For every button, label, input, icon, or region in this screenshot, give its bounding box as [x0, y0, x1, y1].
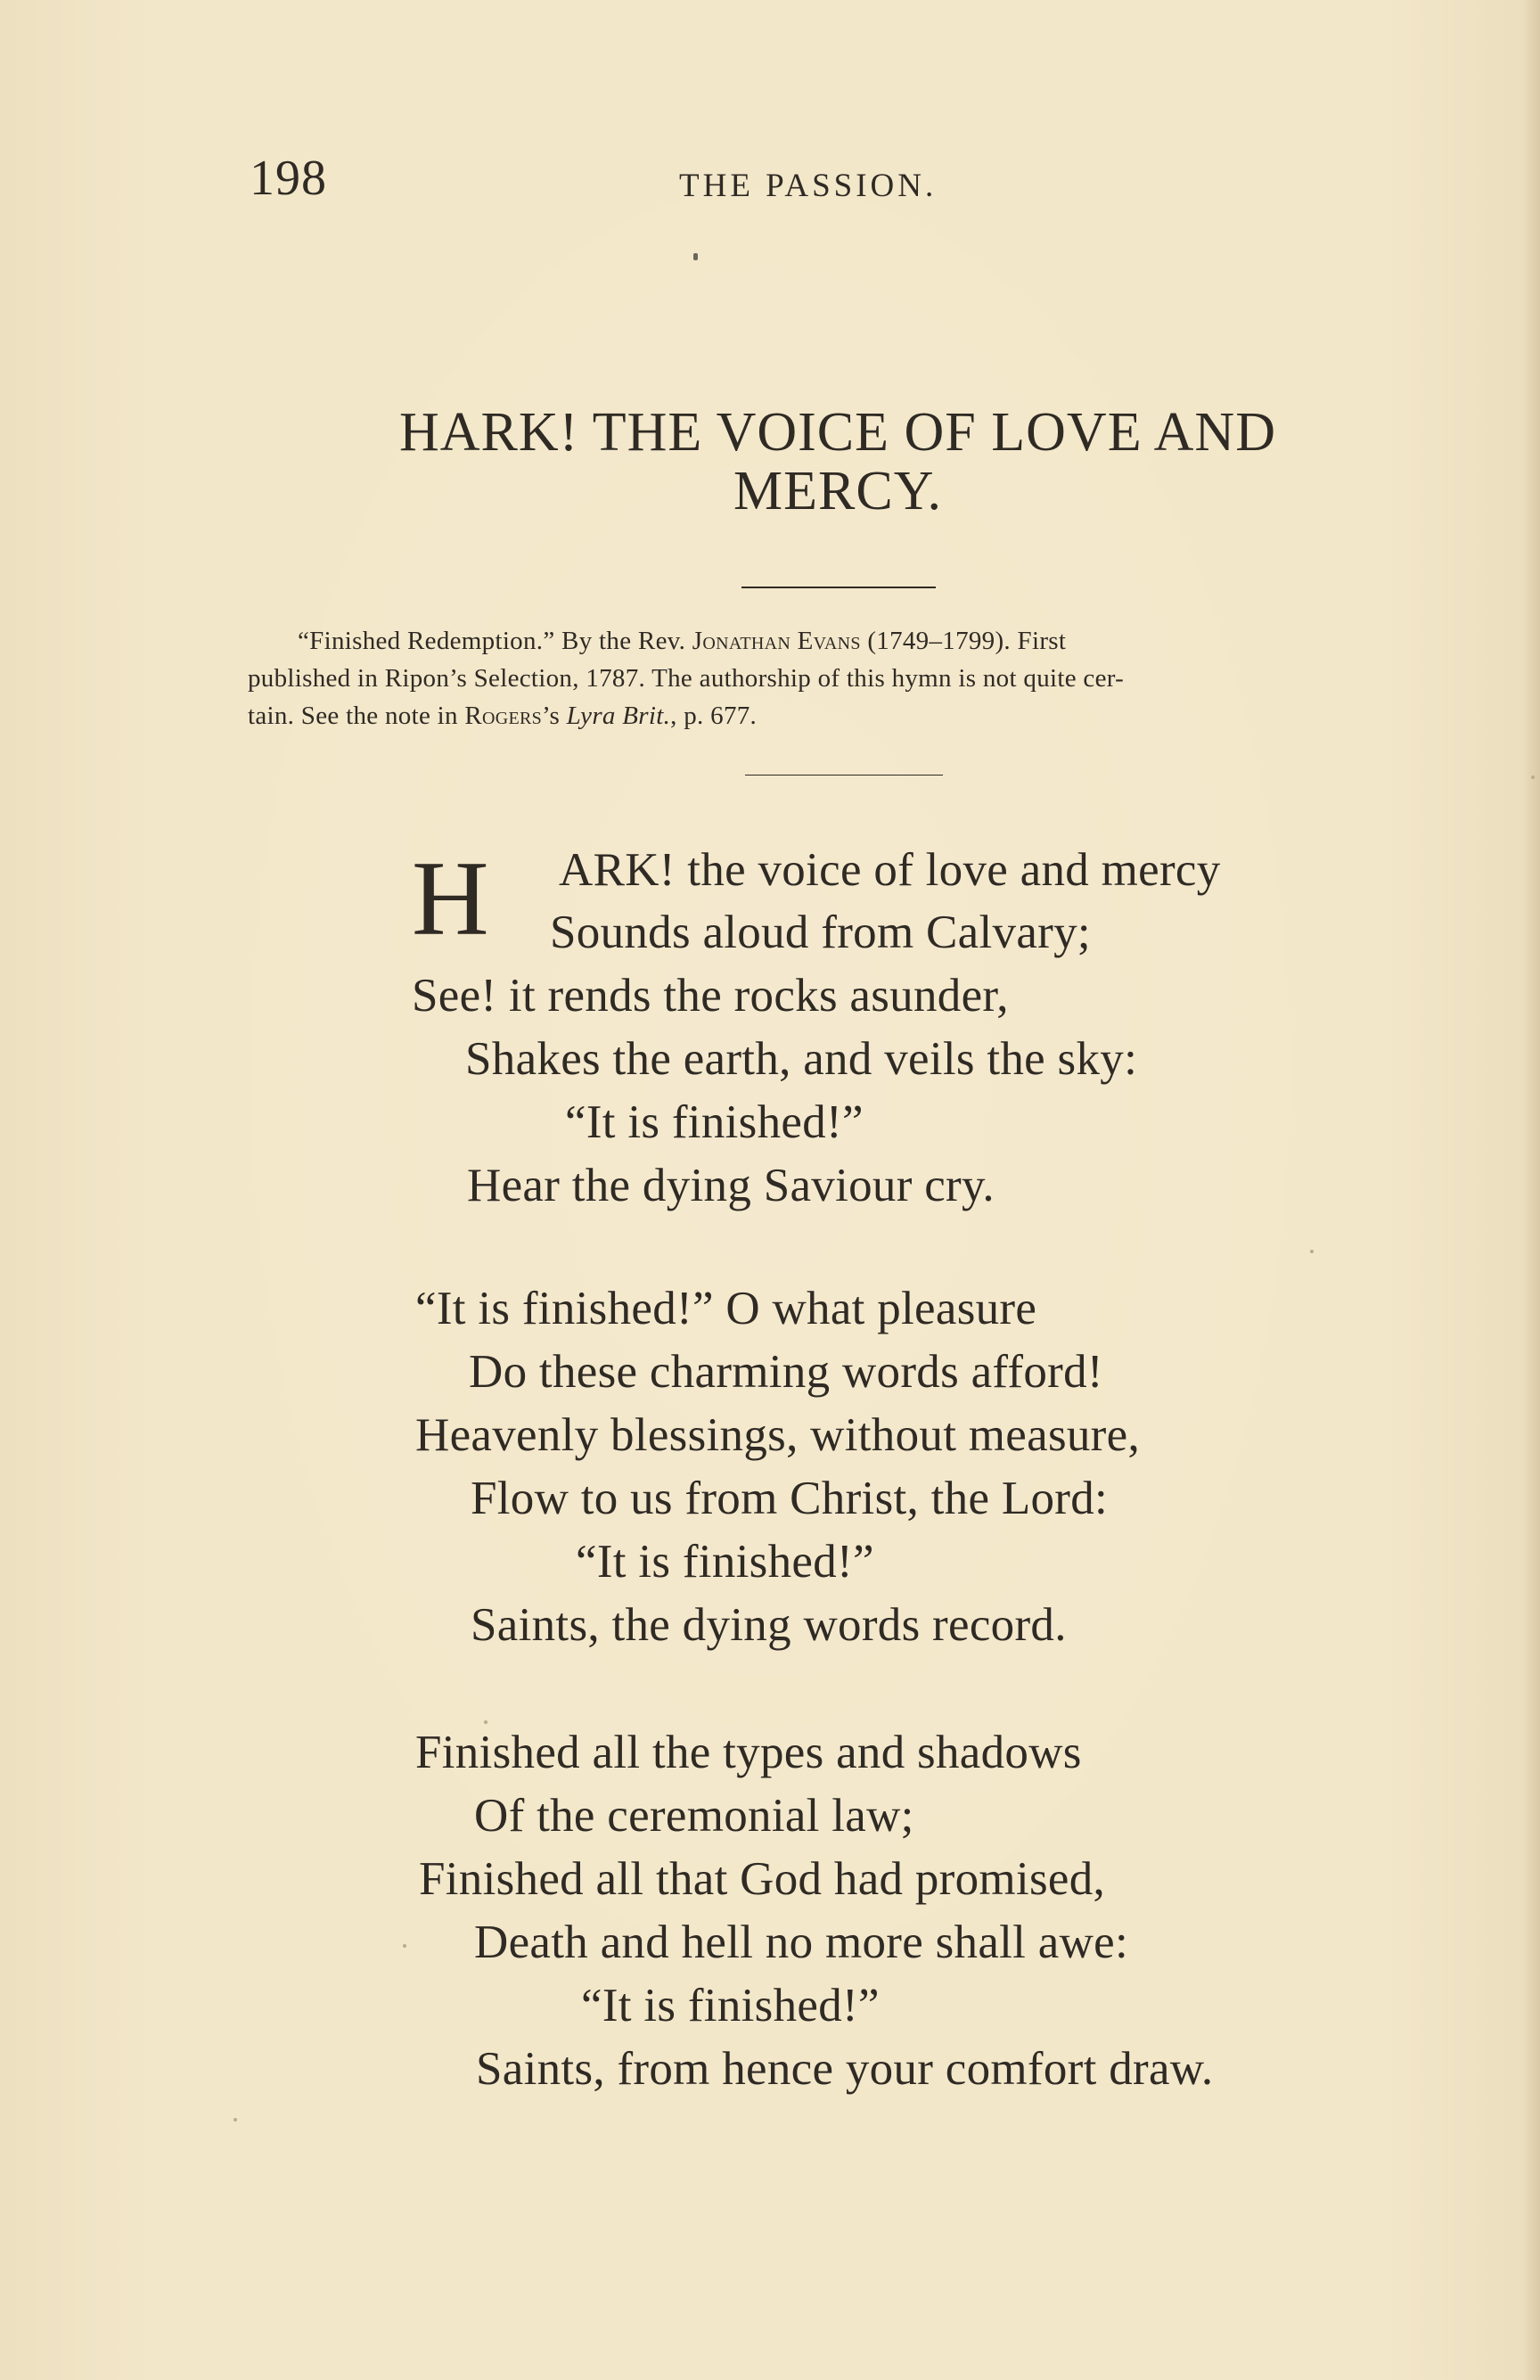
verse-line: Heavenly blessings, without measure,	[415, 1409, 1140, 1461]
verse-line: “It is finished!”	[576, 1536, 874, 1588]
verse-line: “It is finished!”	[581, 1980, 880, 2031]
verse-line: “It is finished!” O what pleasure	[415, 1283, 1037, 1334]
verse-line: Shakes the earth, and veils the sky:	[465, 1033, 1138, 1085]
verse-line: Hear the dying Saviour cry.	[467, 1160, 995, 1211]
verse-line: Sounds aloud from Calvary;	[550, 907, 1091, 958]
verse-line: Saints, the dying words record.	[471, 1599, 1067, 1651]
ink-speck	[1531, 776, 1535, 779]
reference-title: Lyra Brit.	[566, 702, 671, 730]
ink-speck	[403, 1944, 406, 1948]
note-line-2: published in Ripon’s Selection, 1787. The authorship of this hymn is not quite cer-	[248, 664, 1125, 693]
verse-line: See! it rends the rocks asunder,	[412, 970, 1009, 1022]
note-line-3-text-b: ’s	[542, 702, 567, 730]
verse-line: Saints, from hence your comfort draw.	[476, 2043, 1214, 2095]
author-name: Jonathan Evans	[692, 627, 861, 655]
note-line-1-text-b: (1749–1799). First	[860, 627, 1067, 655]
ink-speck	[484, 1720, 487, 1724]
verse-line: Of the ceremonial law;	[474, 1790, 914, 1842]
verse-line: Do these charming words afford!	[469, 1346, 1103, 1398]
note-line-3-text-c: , p. 677.	[670, 702, 758, 730]
note-line-1-text-a: “Finished Redemption.” By the Rev.	[298, 627, 692, 655]
drop-cap: H	[412, 839, 489, 957]
note-line-3-text-a: tain. See the note in	[248, 702, 465, 730]
page-number: 198	[250, 151, 327, 206]
ink-speck	[1310, 1250, 1314, 1253]
ink-speck	[233, 2118, 237, 2121]
hymn-title-line-2: MERCY.	[733, 461, 942, 521]
reference-author: Rogers	[464, 702, 543, 730]
verse-line: “It is finished!”	[565, 1096, 864, 1148]
hymn-title-line-1: HARK! THE VOICE OF LOVE AND	[399, 402, 1276, 463]
verse-line: ARK! the voice of love and mercy	[559, 844, 1221, 896]
verse-line: Finished all the types and shadows	[415, 1727, 1082, 1778]
verse-line: Finished all that God had promised,	[419, 1853, 1106, 1905]
verse-line: Death and hell no more shall awe:	[474, 1916, 1128, 1968]
verse-line: Flow to us from Christ, the Lord:	[471, 1473, 1109, 1524]
running-head: THE PASSION.	[679, 168, 938, 204]
